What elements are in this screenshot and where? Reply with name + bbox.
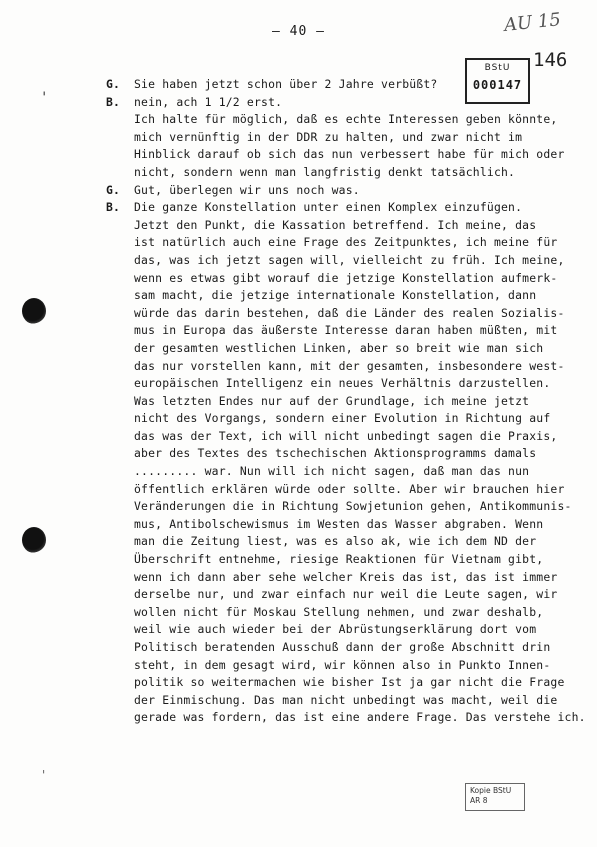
transcript-line: politik so weitermachen wie bisher Ist ja gar nicht die Frage	[134, 675, 565, 690]
speaker-label: G.	[106, 77, 121, 91]
bottom-mark: '	[40, 768, 48, 782]
folio-number: 146	[533, 49, 568, 71]
transcript-line: nicht, sondern wenn man langfristig denkt tatsächlich.	[134, 164, 516, 179]
transcript-line: Politisch beratenden Ausschuß dann der große Abschnitt drin	[134, 640, 551, 654]
transcript-line: Veränderungen die in Richtung Sowjetunion gehen, Antikommunis-	[134, 499, 572, 514]
transcript-line: nein, ach 1 1/2 erst.	[134, 94, 283, 109]
transcript	[106, 76, 584, 727]
transcript-line: Die ganze Konstellation unter einen Komplex einzufügen.	[134, 200, 523, 215]
transcript-line: das nur vorstellen kann, mit der gesamten, insbesondere west-	[134, 358, 565, 373]
transcript-line: Hinblick darauf ob sich das nun verbessert habe für mich oder	[134, 147, 565, 162]
transcript-turn	[106, 94, 584, 182]
transcript-line: Sie haben jetzt schon über 2 Jahre verbüßt?	[134, 77, 438, 91]
punch-hole	[22, 298, 46, 324]
transcript-line: mus, Antibolschewismus im Westen das Wasser abgraben. Wenn	[134, 516, 544, 531]
transcript-line: der gesamten westlichen Linken, aber so breit wie man sich	[134, 340, 544, 355]
transcript-line: nicht des Vorgangs, sondern einer Evolution in Richtung auf	[134, 411, 551, 426]
transcript-line: man die Zeitung liest, was es also ak, wie ich dem ND der	[134, 534, 537, 549]
transcript-line: wollen nicht für Moskau Stellung nehmen, und zwar deshalb,	[134, 604, 544, 619]
transcript-line: mich vernünftig in der DDR zu halten, und zwar nicht im	[134, 129, 523, 144]
transcript-line: Gut, überlegen wir uns noch was.	[134, 182, 360, 197]
transcript-line: ist natürlich auch eine Frage des Zeitpunktes, ich meine für	[134, 235, 558, 250]
transcript-line: Überschrift entnehme, riesige Reaktionen für Vietnam gibt,	[134, 552, 544, 567]
transcript-line: das, was ich jetzt sagen will, vielleicht zu früh. Ich meine,	[134, 252, 565, 267]
transcript-line: wenn ich dann aber sehe welcher Kreis das ist, das ist immer	[134, 569, 558, 584]
transcript-line: Jetzt den Punkt, die Kassation betreffend. Ich meine, das	[134, 217, 537, 232]
speaker-label: B.	[106, 94, 121, 109]
transcript-line: derselbe nur, und zwar einfach nur weil die Leute sagen, wir	[134, 587, 558, 602]
transcript-line: öffentlich erklären würde oder sollte. Aber wir brauchen hier	[134, 481, 565, 496]
transcript-line: ......... war. Nun will ich nicht sagen, daß man das nun	[134, 464, 530, 479]
transcript-line: würde das darin bestehen, daß die Länder des realen Sozialis-	[134, 305, 565, 320]
transcript-turn	[106, 199, 584, 727]
transcript-line: der Einmischung. Das man nicht unbedingt was macht, weil die	[134, 692, 558, 707]
transcript-turn	[106, 76, 584, 94]
transcript-turn	[106, 182, 584, 200]
transcript-line: weil wie auch wieder bei der Abrüstungserklärung dort vom	[134, 622, 537, 637]
archive-stamp-line1: Kopie BStU	[470, 786, 512, 795]
transcript-line: steht, in dem gesagt wird, wir können also in Punkto Innen-	[134, 657, 551, 672]
transcript-line: aber des Textes des tschechischen Aktionsprogramms damals	[134, 446, 537, 461]
speaker-label: B.	[106, 200, 121, 215]
page-number: – 40 –	[272, 24, 325, 39]
handwritten-note: AU 15	[503, 9, 562, 36]
speaker-label: G.	[106, 182, 121, 197]
margin-mark: '	[40, 90, 49, 106]
transcript-line: das was der Text, ich will nicht unbedingt sagen die Praxis,	[134, 428, 558, 443]
transcript-line: mus in Europa das äußerste Interesse daran haben müßten, mit	[134, 323, 558, 338]
archive-stamp	[465, 783, 525, 811]
transcript-line: wenn es etwas gibt worauf die jetzige Konstellation aufmerk-	[134, 270, 558, 285]
transcript-line: sam macht, die jetzige internationale Konstellation, dann	[134, 288, 537, 303]
transcript-line: europäischen Intelligenz ein neues Verhältnis darzustellen.	[134, 376, 551, 391]
transcript-line: gerade was fordern, das ist eine andere Frage. Das verstehe ich.	[134, 710, 586, 725]
stamp-org: BStU	[484, 63, 511, 73]
archive-stamp-line2: AR 8	[470, 796, 488, 805]
stamp-number: 000147	[472, 78, 523, 92]
transcript-line: Ich halte für möglich, daß es echte Interessen geben könnte,	[134, 112, 558, 127]
transcript-line: Was letzten Endes nur auf der Grundlage, ich meine jetzt	[134, 393, 530, 408]
punch-hole	[22, 527, 46, 553]
